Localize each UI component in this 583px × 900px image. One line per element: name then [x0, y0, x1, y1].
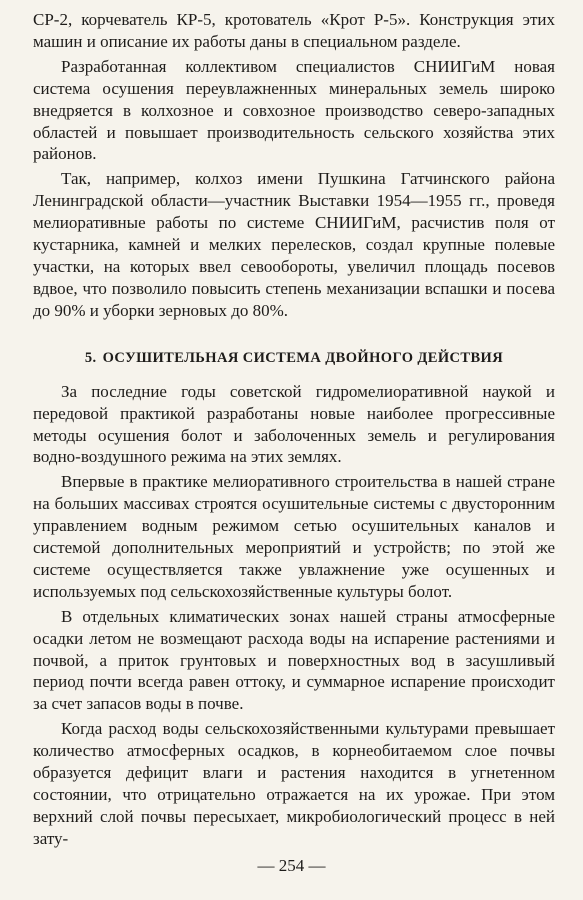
paragraph-sniigim-system: Разработанная коллективом специалистов СНИИГиМ новая система осушения переувлажненных минеральных земель широко внедряется в колхозное и совхозное производство северо-западных областей и повышает производительность сельского хозяйства этих районов. — [33, 56, 555, 164]
book-page — [33, 9, 555, 889]
paragraph-section-intro: За последние годы советской гидромелиоративной наукой и передовой практикой разработаны новые наиболее прогрессивные методы осушения болот и заболоченных земель и регулирования водно-воздушного режима на этих землях. — [33, 381, 555, 467]
section-heading — [33, 348, 555, 368]
paragraph-continuation: СР-2, корчеватель КР-5, кротователь «Крот Р-5». Конструкция этих машин и описание их работы даны в специальном разделе. — [33, 10, 555, 51]
page-number: — 254 — — [257, 856, 326, 875]
section-number: 5. — [84, 349, 97, 366]
section-title: ОСУШИТЕЛЬНАЯ СИСТЕМА ДВОЙНОГО ДЕЙСТВИЯ — [102, 349, 504, 366]
paragraph-water-deficit: Когда расход воды сельскохозяйственными культурами превышает количество атмосферных осадков, в корнеобитаемом слое почвы образуется дефицит влаги и растения находится в угнетенном состоянии, что отрицательно отражается на их урожае. При этом верхний слой почвы пересыхает, микробиологический процесс в ней зату- — [33, 719, 555, 848]
paragraph-pushkin-kolkhoz: Так, например, колхоз имени Пушкина Гатчинского района Ленинградской области—участник Выставки 1954—1955 гг., проведя мелиоративные работы по системе СНИИГиМ, расчистив поля от кустарника, камней и мелких перелесков, создал крупные полевые участки, на которых ввел севообороты, увеличил площадь посевов вдвое, что позволило повысить степень механизации вспашки и посева до 90% и уборки зерновых до 80%. — [33, 169, 555, 320]
paragraph-first-practice: Впервые в практике мелиоративного строительства в нашей стране на больших массивах строятся осушительные системы с двусторонним управлением водным режимом сетью осушительных каналов и системой дополнительных мероприятий и устройств; по этой же системе осуществляется также увлажнение уже осушенных и используемых под сельскохозяйственные культуры болот. — [33, 472, 555, 601]
paragraph-climate-zones: В отдельных климатических зонах нашей страны атмосферные осадки летом не возмещают расхода воды на испарение растениями и почвой, а приток грунтовых и поверхностных вод в засушливый период почти всегда равен оттоку, и суммарное испарение происходит за счет запасов воды в почве. — [33, 606, 555, 714]
